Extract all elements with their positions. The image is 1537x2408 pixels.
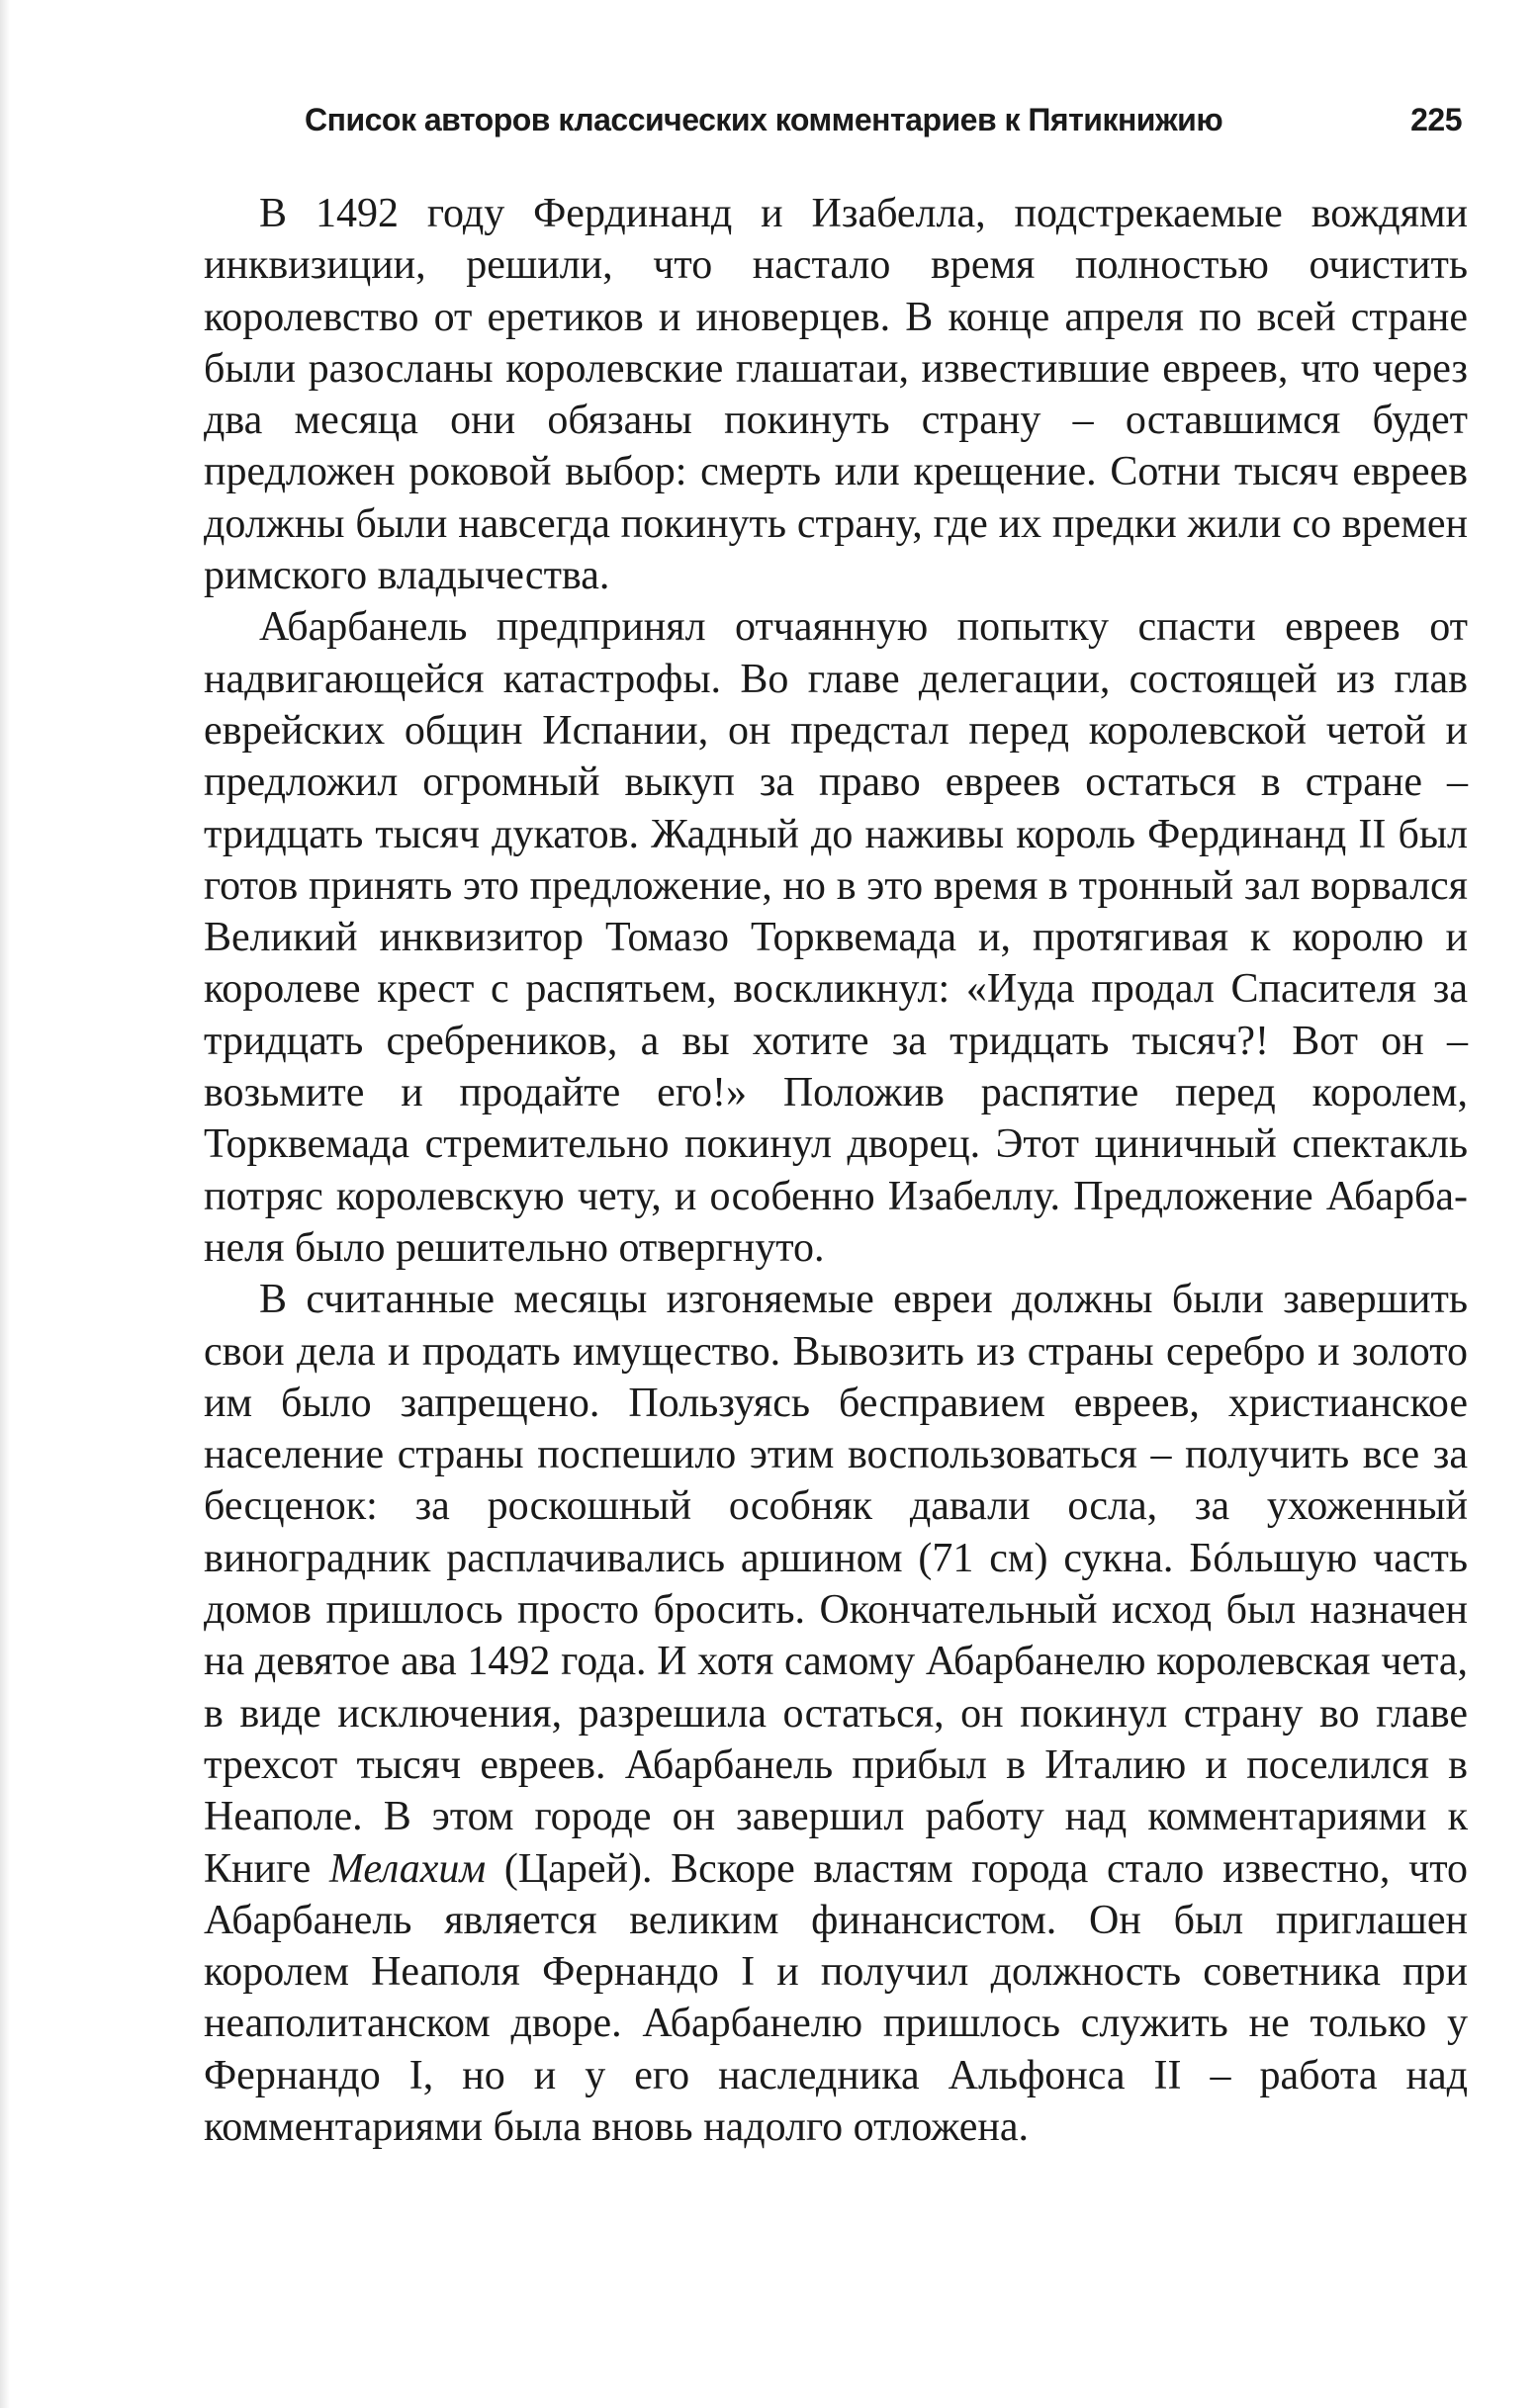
gutter-shadow bbox=[0, 0, 10, 2408]
paragraph-3-part-1: В считанные месяцы изгоняемые евреи должны были завершить свои дела и продать имущество. Вывозить из страны серебро и золото им было запрещено. Пользуясь бесправием евреев, христианское население страны поспешило этим воспользоваться – получить все за бесценок: за роскошный особняк давали осла, за ухоженный виноградник расплачивались аршином (71 см) сукна. Бóльшую часть домов пришлось просто бросить. Окончательный исход был назначен на девятое ава 1492 года. И хотя самому Абарбанелю королевская чета, в виде исключения, разрешила остаться, он покинул страну во главе трехсот тысяч евреев. Абарбанель прибыл в Италию и поселился в Неаполе. В этом городе он завершил работу над комментариями к Книге bbox=[204, 1277, 1468, 1892]
paragraph-3-part-2: (Царей). Вскоре властям города стало известно, что Абарбанель является великим финансистом. Он был приглашен королем Неаполя Фернандо I и получил должность советника при неаполитанском дворе. Абарбанелю пришлось служить не только у Фернандо I, но и у его наследника Альфонса II – работа над комментариями была вновь надолго отложена. bbox=[204, 1845, 1469, 2150]
running-head bbox=[305, 95, 1462, 144]
running-head-title: Список авторов классических комментариев к Пятикнижию bbox=[305, 102, 1223, 137]
text-body bbox=[204, 188, 1468, 2153]
paragraph-1: В 1492 году Фердинанд и Изабелла, подстрекаемые вождями инквизиции, решили, что настало время полностью очистить королевство от еретиков и иноверцев. В конце апреля по всей стране были разосланы королевские глашатаи, известившие евреев, что через два месяца они обязаны покинуть страну – оставшимся будет предложен роковой выбор: смерть или крещение. Сотни тысяч евреев должны были навсегда покинуть страну, где их предки жили со времен римского владычества. bbox=[204, 191, 1468, 599]
page-number: 225 bbox=[1410, 102, 1462, 137]
paragraph-3 bbox=[204, 1274, 1468, 2153]
paragraph-2: Абарбанель предпринял отчаянную попытку спасти евреев от надвигающейся катастрофы. Во главе делегации, состоящей из глав еврейских общин Испании, он предстал перед королевской четой и предложил огромный выкуп за право евреев остаться в стране – тридцать тысяч дукатов. Жадный до наживы король Фердинанд II был готов принять это предложение, но в это время в тронный зал ворвался Великий инквизитор Томазо Торквемада и, протягивая к королю и королеве крест с распятьем, воскликнул: «Иуда продал Спасителя за тридцать сребреников, а вы хотите за тридцать тысяч?! Вот он – возьмите и продайте его!» Положив распятие перед королем, Торквемада стремительно покинул дворец. Этот циничный спектакль потряс королевскую чету, и особенно Изабеллу. Предложение Абарбанеля было решительно отвергнуто. bbox=[204, 604, 1468, 1271]
book-title-italic: Мелахим bbox=[328, 1845, 487, 1892]
